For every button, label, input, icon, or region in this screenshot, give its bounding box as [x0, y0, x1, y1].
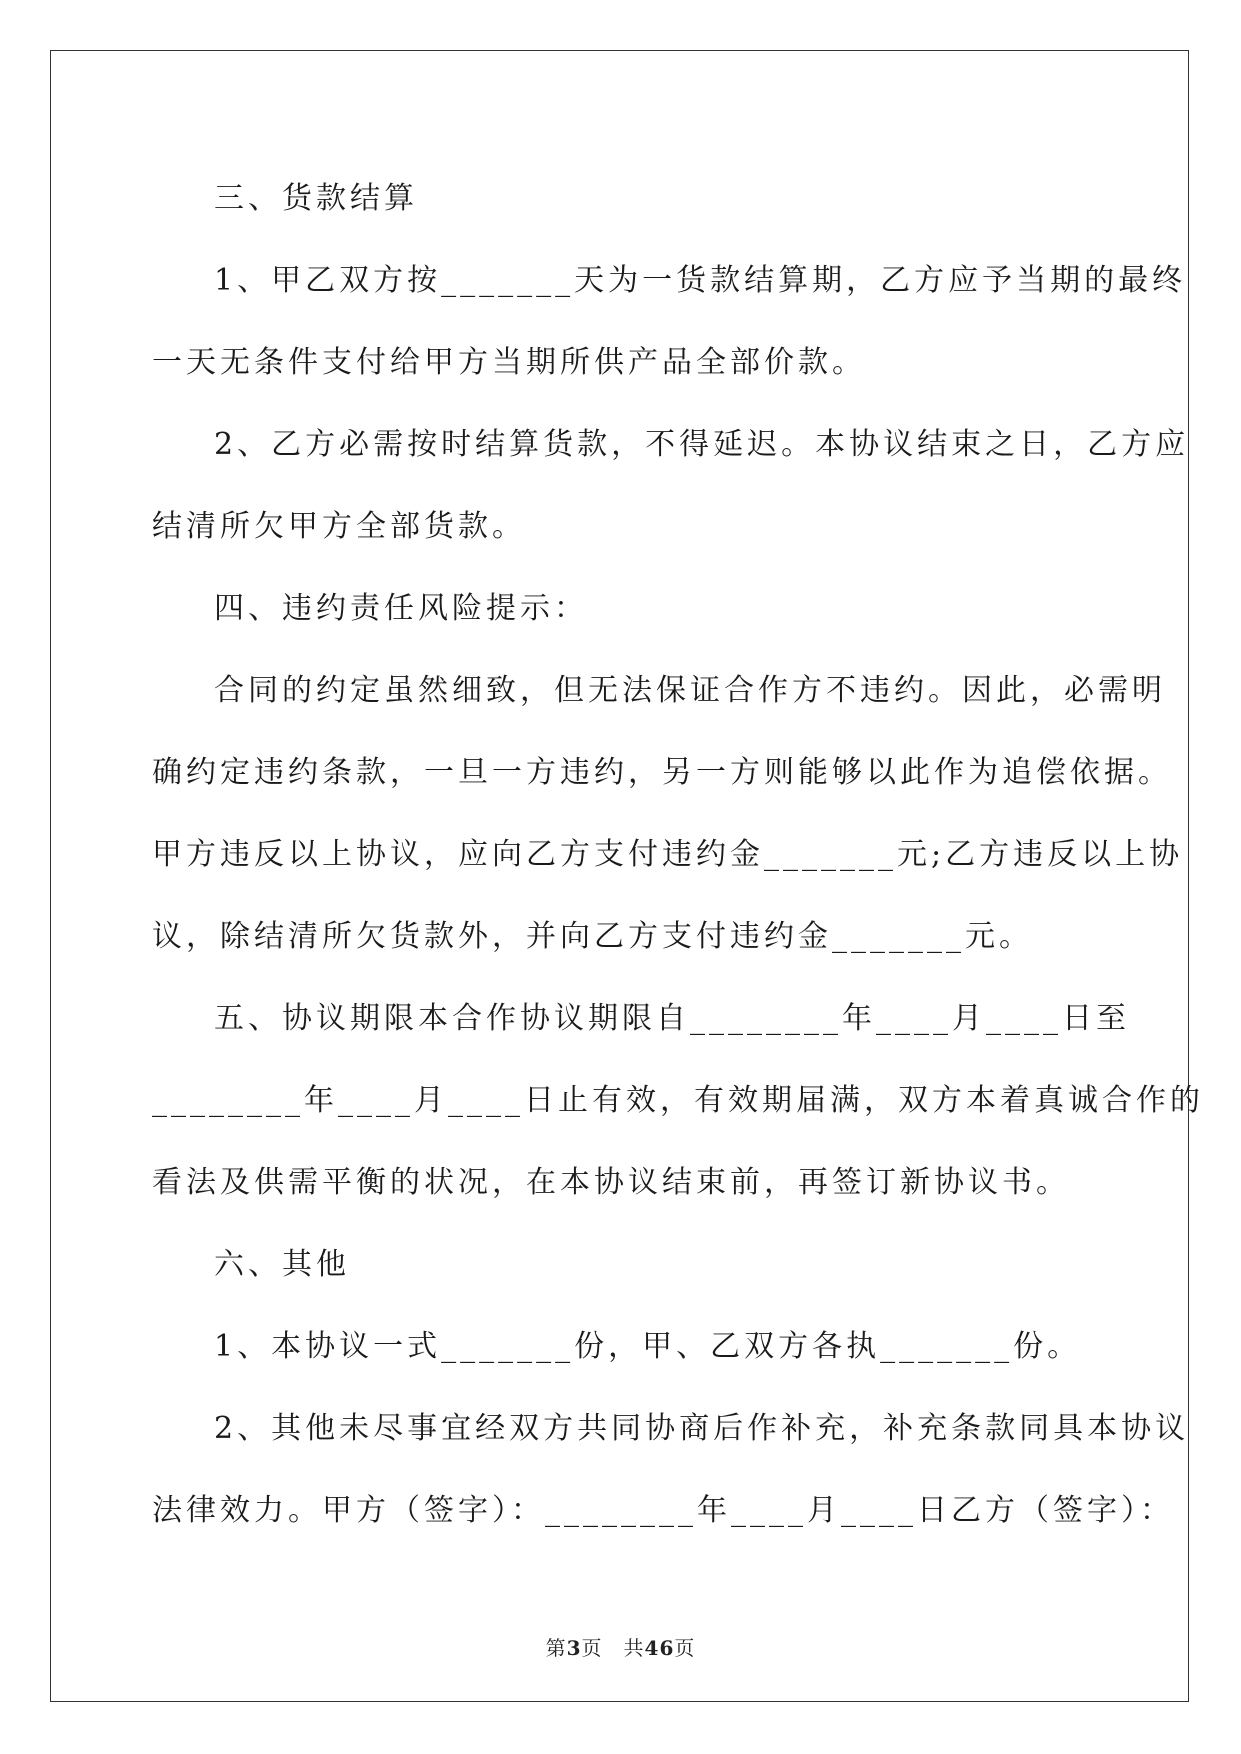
paragraph-line: 确约定违约条款，一旦一方违约，另一方则能够以此作为追偿依据。: [152, 755, 1172, 790]
paragraph-line: 1、甲乙双方按_______天为一货款结算期，乙方应予当期的最终: [214, 263, 1187, 298]
document-body: [152, 158, 1204, 1552]
section-heading-payment: 三、货款结算: [214, 181, 418, 216]
paragraph-line: 看法及供需平衡的状况，在本协议结束前，再签订新协议书。: [152, 1165, 1070, 1200]
footer-page-number: 3: [566, 1636, 582, 1660]
footer-mid: 页 共: [581, 1636, 645, 1660]
signature-line: 法律效力。甲方（签字）：________年____月____日乙方（签字）：: [152, 1493, 1174, 1528]
footer-total-pages: 46: [644, 1636, 675, 1660]
paragraph-line: 议，除结清所欠货款外，并向乙方支付违约金_______元。: [152, 919, 1033, 954]
section-heading-term: 五、协议期限本合作协议期限自________年____月____日至: [214, 1001, 1130, 1036]
section-heading-other: 六、其他: [214, 1247, 350, 1282]
paragraph-line: 合同的约定虽然细致，但无法保证合作方不违约。因此，必需明: [214, 673, 1166, 708]
paragraph-line: 甲方违反以上协议，应向乙方支付违约金_______元;乙方违反以上协: [152, 837, 1184, 872]
paragraph-line: ________年____月____日止有效，有效期届满，双方本着真诚合作的: [152, 1083, 1204, 1118]
paragraph-line: 结清所欠甲方全部货款。: [152, 509, 526, 544]
paragraph-line: 2、其他未尽事宜经双方共同协商后作补充，补充条款同具本协议: [214, 1411, 1190, 1446]
paragraph-line: 2、乙方必需按时结算货款，不得延迟。本协议结束之日，乙方应: [214, 427, 1190, 462]
footer-suffix: 页: [674, 1636, 696, 1660]
page-footer: [0, 1632, 1241, 1661]
footer-prefix: 第: [545, 1636, 567, 1660]
section-heading-breach: 四、违约责任风险提示：: [214, 591, 588, 626]
paragraph-line: 一天无条件支付给甲方当期所供产品全部价款。: [152, 345, 866, 380]
paragraph-line: 1、本协议一式_______份，甲、乙双方各执_______份。: [214, 1329, 1082, 1364]
